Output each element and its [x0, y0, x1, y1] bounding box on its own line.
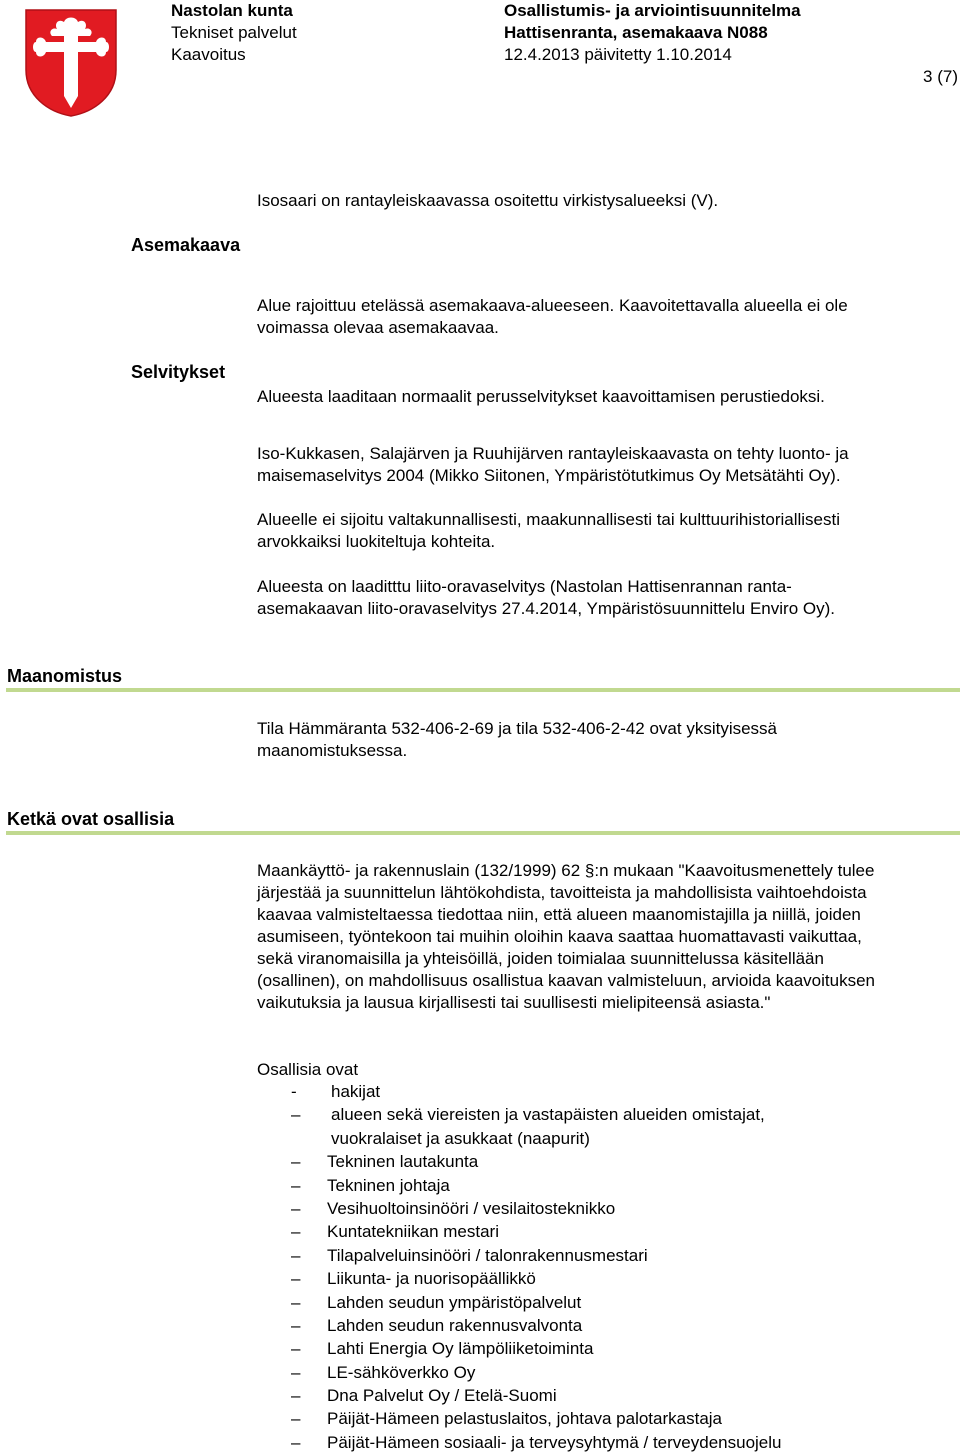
header-left	[171, 0, 293, 22]
list-bullet: –	[291, 1175, 301, 1195]
text-line: arvokkaiksi luokiteltuja kohteita.	[257, 532, 496, 551]
text-line: maanomistuksessa.	[257, 741, 408, 760]
list-bullet: –	[291, 1105, 301, 1125]
list-item	[0, 1104, 960, 1127]
list-item	[0, 1292, 960, 1315]
list-item-text: Kuntatekniikan mestari	[327, 1222, 499, 1242]
list-item	[0, 1385, 960, 1408]
list-item	[0, 1128, 960, 1151]
section-label-asemakaava: Asemakaava	[131, 235, 241, 255]
section-heading-maanomistus: Maanomistus	[7, 666, 123, 686]
list-bullet: –	[291, 1386, 301, 1406]
list-bullet: –	[291, 1409, 301, 1429]
text-line: Tila Hämmäranta 532-406-2-69 ja tila 532-406-2-42 ovat yksityisessä	[257, 719, 778, 738]
list-bullet: –	[291, 1222, 301, 1242]
text-line: voimassa olevaa asemakaavaa.	[257, 318, 499, 337]
doc-date: 12.4.2013 päivitetty 1.10.2014	[504, 45, 732, 64]
org-name: Nastolan kunta	[171, 1, 293, 20]
text-line: sekä viranomaisilla ja yhteisöillä, joiden toimialaa suunnittelussa käsitellään	[257, 949, 824, 968]
text-line: järjestää ja suunnittelun lähtökohdista, tavoitteista ja mahdollisista vaihtoehdoista	[257, 883, 867, 902]
text-line: Maankäyttö- ja rakennuslain (132/1999) 62 §:n mukaan "Kaavoitusmenettely tulee	[257, 861, 875, 880]
list-bullet: –	[291, 1245, 301, 1265]
selvitykset-p3	[257, 509, 957, 553]
list-item-text: Vesihuoltoinsinööri / vesilaitosteknikko	[327, 1198, 616, 1218]
page-number: 3 (7)	[923, 67, 958, 86]
list-bullet: -	[291, 1082, 297, 1101]
asemakaava-text	[257, 295, 957, 339]
section-heading-osalliset: Ketkä ovat osallisia	[7, 809, 175, 829]
list-item-text: Päijät-Hämeen pelastuslaitos, johtava palotarkastaja	[327, 1409, 723, 1429]
text-line: kaavaa valmisteltaessa tiedottaa niin, että alueen maanomistajilla ja niillä, joiden	[257, 905, 861, 924]
coat-of-arms-icon	[24, 8, 118, 118]
list-bullet: –	[291, 1198, 301, 1218]
list-bullet: –	[291, 1269, 301, 1289]
text-line: Alueesta on laaditttu liito-oravaselvitys (Nastolan Hattisenrannan ranta-	[257, 577, 792, 596]
section-label-selvitykset: Selvitykset	[131, 362, 226, 382]
text-line: (osallinen), on mahdollisuus osallistua kaavan valmisteluun, arvioida kaavoituksen	[257, 971, 876, 990]
list-bullet: –	[291, 1315, 301, 1335]
list-bullet: –	[291, 1292, 301, 1312]
list-item-text: Tilapalveluinsinööri / talonrakennusmestari	[327, 1245, 648, 1265]
list-item-text: Tekninen johtaja	[327, 1175, 450, 1195]
maanomistus-text	[257, 718, 957, 762]
text-line: Alue rajoittuu etelässä asemakaava-alueeseen. Kaavoitettavalla alueella ei ole	[257, 296, 848, 315]
doc-title: Osallistumis- ja arviointisuunnitelma	[504, 1, 801, 20]
text-line: Iso-Kukkasen, Salajärven ja Ruuhijärven rantayleiskaavasta on tehty luonto- ja	[257, 444, 849, 463]
list-item-text: Lahden seudun ympäristöpalvelut	[327, 1292, 582, 1312]
selvitykset-p1: Alueesta laaditaan normaalit perusselvitykset kaavoittamisen perustiedoksi.	[257, 387, 825, 406]
list-item	[0, 1245, 960, 1268]
section-divider	[6, 831, 960, 835]
selvitykset-p2	[257, 443, 957, 487]
list-bullet: –	[291, 1362, 301, 1382]
list-item	[0, 1175, 960, 1198]
list-item	[0, 1268, 960, 1291]
list-bullet: –	[291, 1432, 301, 1452]
list-bullet: –	[291, 1339, 301, 1359]
list-item-text: hakijat	[331, 1082, 381, 1101]
list-item	[0, 1198, 960, 1221]
text-line: maisemaselvitys 2004 (Mikko Siitonen, Ympäristötutkimus Oy Metsätähti Oy).	[257, 466, 841, 485]
list-item	[0, 1221, 960, 1244]
header-dept: Tekniset palvelut	[171, 23, 297, 42]
list-bullet: –	[291, 1152, 301, 1172]
intro-text: Isosaari on rantayleiskaavassa osoitettu virkistysalueeksi (V).	[257, 191, 719, 210]
list-item-text: Liikunta- ja nuorisopäällikkö	[327, 1269, 536, 1289]
list-item-text: Tekninen lautakunta	[327, 1152, 479, 1172]
text-line: asemakaavan liito-oravaselvitys 27.4.2014, Ympäristösuunnittelu Enviro Oy).	[257, 599, 835, 618]
stakeholder-list	[0, 1081, 960, 1455]
list-intro: Osallisia ovat	[257, 1060, 359, 1079]
section-divider	[6, 688, 960, 692]
doc-subtitle: Hattisenranta, asemakaava N088	[504, 23, 768, 42]
list-item-text: Päijät-Hämeen sosiaali- ja terveysyhtymä / terveydensuojelu	[327, 1432, 782, 1452]
text-line: asumiseen, työntekoon tai muihin oloihin kaava saattaa huomattavasti vaikuttaa,	[257, 927, 862, 946]
list-item	[0, 1408, 960, 1431]
list-item-text: Dna Palvelut Oy / Etelä-Suomi	[327, 1386, 557, 1406]
selvitykset-p4	[257, 576, 957, 620]
law-quote	[257, 860, 957, 1014]
list-item	[0, 1151, 960, 1174]
list-item-text: alueen sekä viereisten ja vastapäisten alueiden omistajat,	[331, 1105, 765, 1125]
text-line: Alueelle ei sijoitu valtakunnallisesti, maakunnallisesti tai kulttuurihistoriallisesti	[257, 510, 840, 529]
header-unit: Kaavoitus	[171, 45, 246, 64]
list-item	[0, 1432, 960, 1455]
list-item-text: LE-sähköverkko Oy	[327, 1362, 476, 1382]
list-item	[0, 1081, 960, 1104]
list-item	[0, 1338, 960, 1361]
list-item-text: Lahden seudun rakennusvalvonta	[327, 1315, 583, 1335]
list-item	[0, 1362, 960, 1385]
list-item-text: vuokralaiset ja asukkaat (naapurit)	[331, 1128, 590, 1148]
text-line: vaikutuksia ja lausua kirjallisesti tai suullisesti mielipiteensä asiasta."	[257, 993, 771, 1012]
list-item	[0, 1315, 960, 1338]
list-item-text: Lahti Energia Oy lämpöliiketoiminta	[327, 1339, 594, 1359]
